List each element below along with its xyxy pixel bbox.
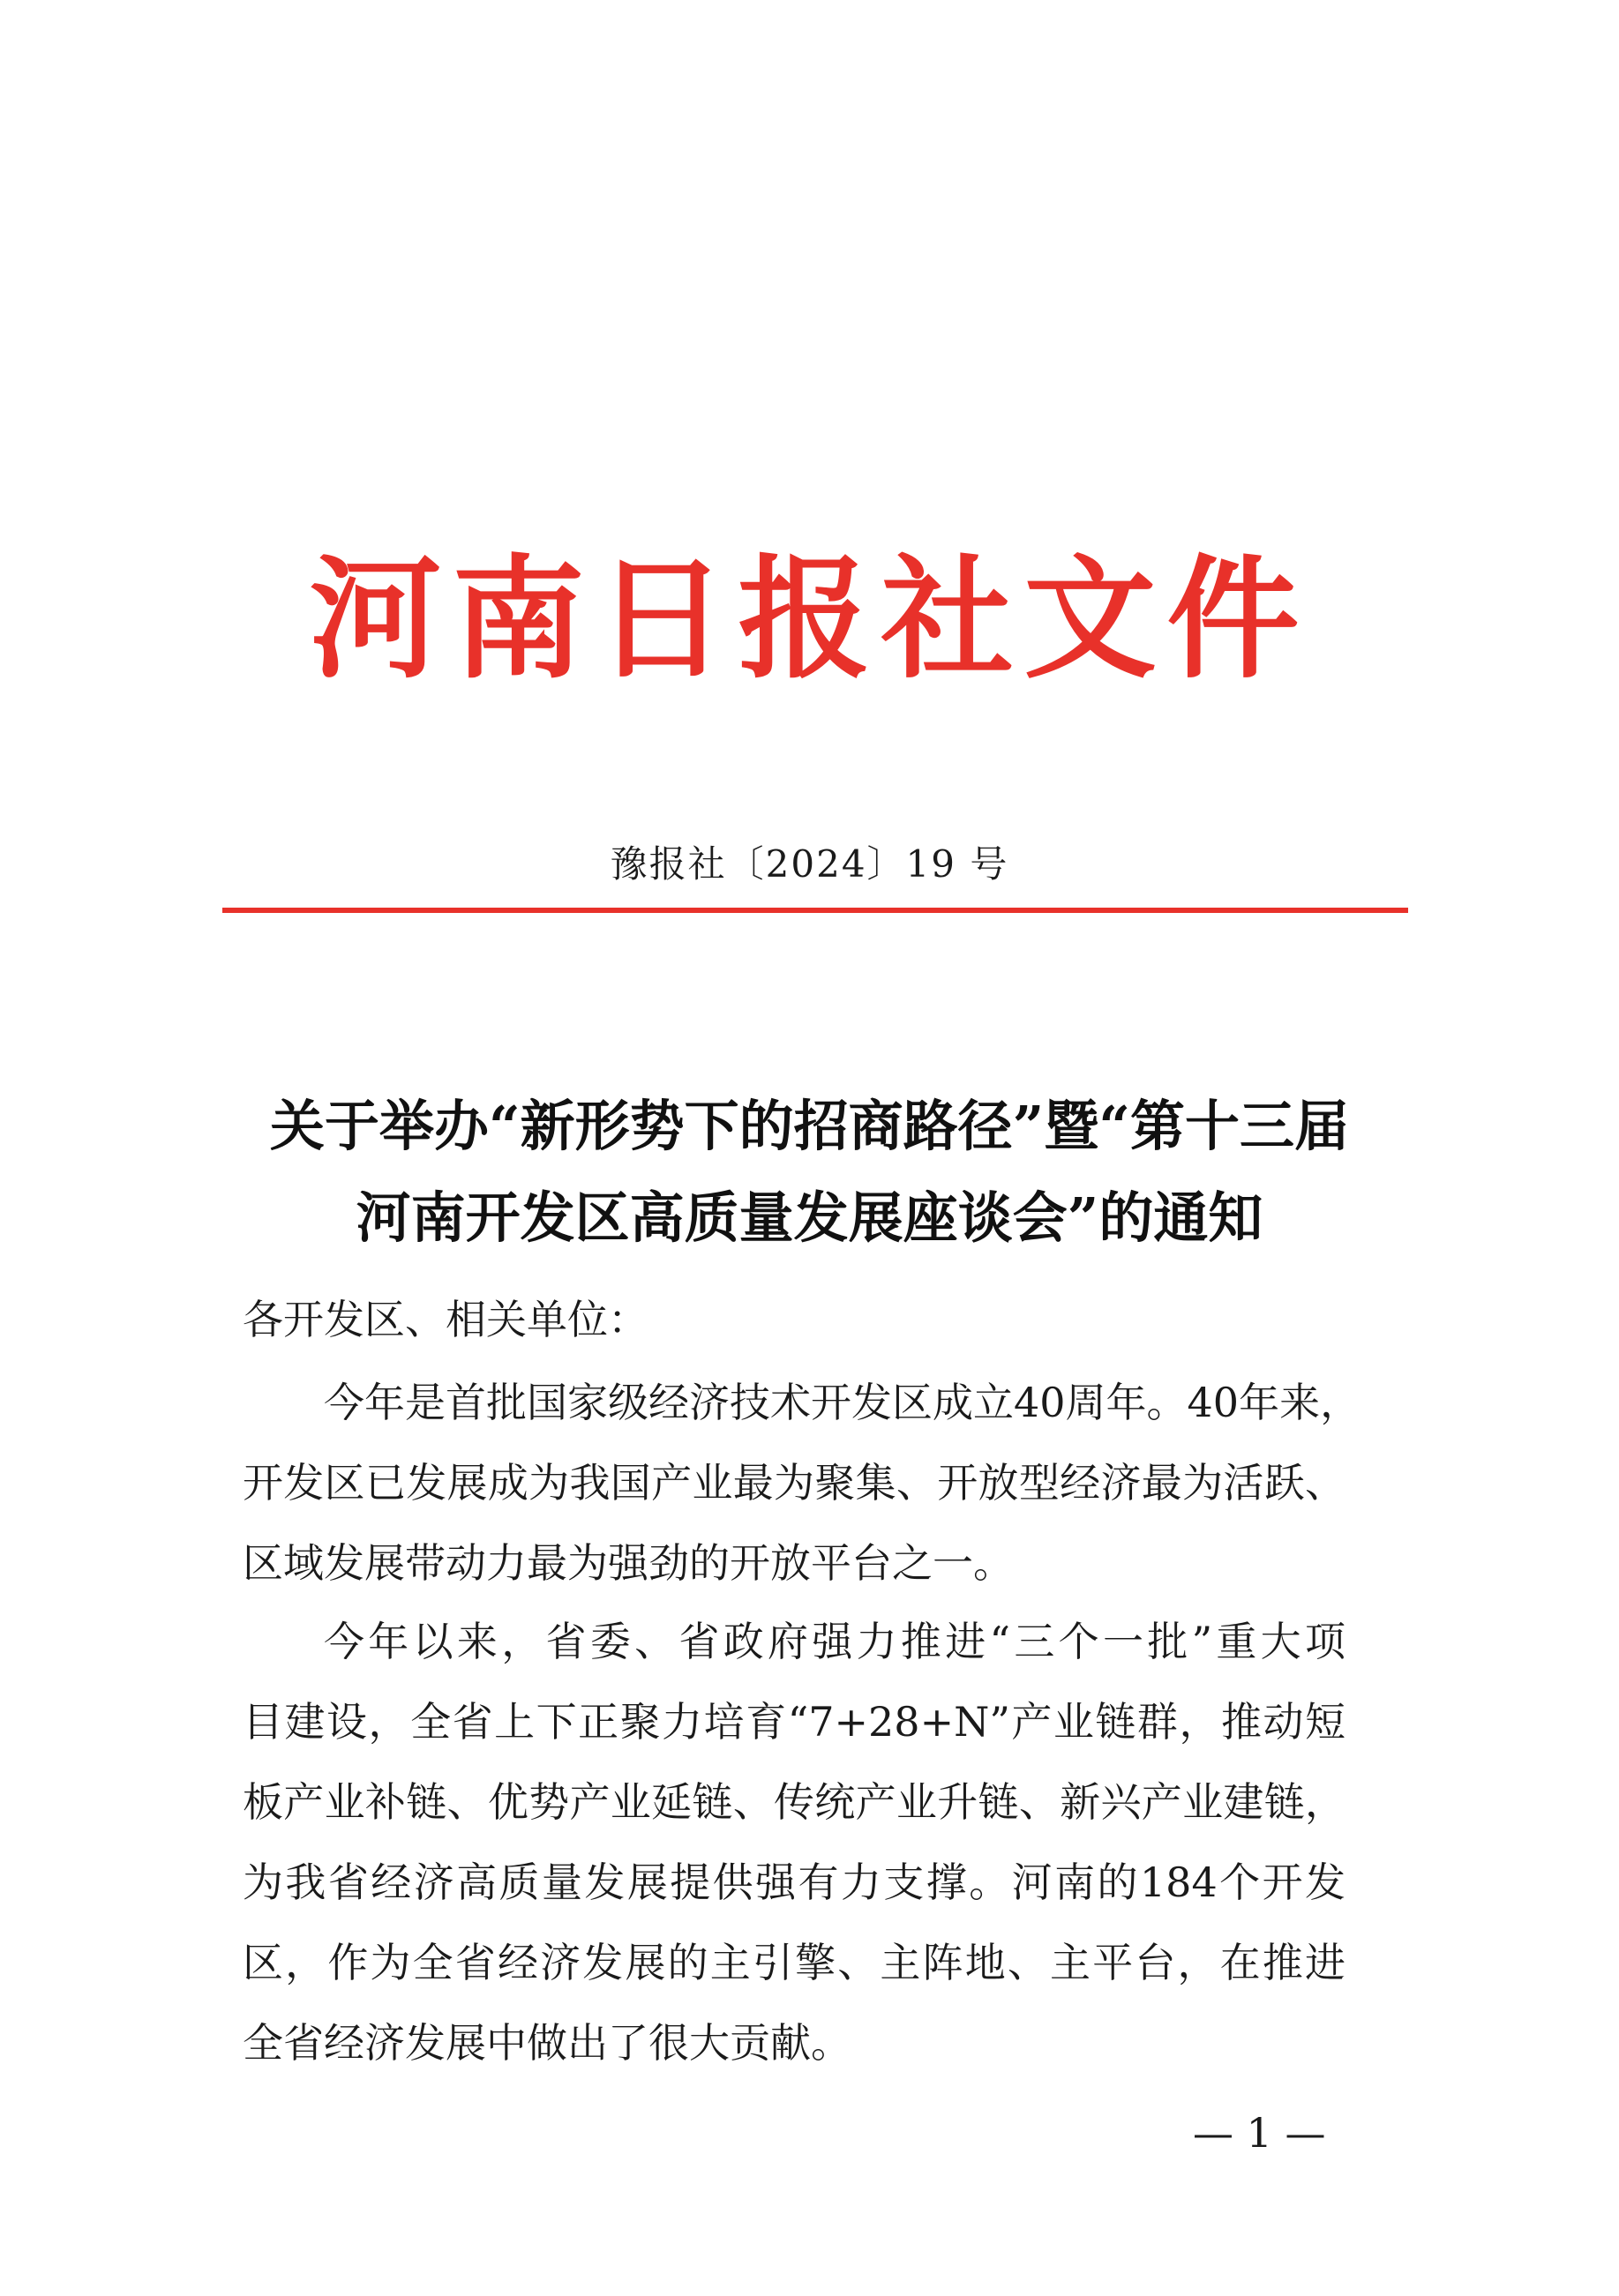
paragraph-1-line: 今年是首批国家级经济技术开发区成立40周年。40年来，: [324, 1379, 1361, 1426]
paragraph-2-line: 目建设，全省上下正聚力培育“7+28+N”产业链群，推动短: [243, 1698, 1345, 1746]
document-number: 豫报社〔2024〕19 号: [610, 842, 1009, 886]
issuing-organization-title: 河南日报社文件: [309, 542, 1310, 697]
page-number: — 1 —: [1193, 2109, 1326, 2157]
paragraph-2: [243, 1602, 1345, 2083]
paragraph-2-line: 今年以来，省委、省政府强力推进“三个一批”重大项: [324, 1618, 1345, 1665]
paragraph-1: [243, 1363, 1361, 1604]
red-divider-line: [222, 908, 1408, 913]
notice-title-line-1: 关于举办“新形势下的招商路径”暨“第十三届: [270, 1094, 1349, 1158]
paragraph-1-line: 开发区已发展成为我国产业最为聚集、开放型经济最为活跃、: [243, 1459, 1345, 1507]
salutation: 各开发区、相关单位：: [243, 1296, 648, 1343]
notice-title-line-2: 河南开发区高质量发展座谈会”的通知: [356, 1185, 1263, 1250]
paragraph-2-line: 全省经济发展中做出了很大贡献。: [243, 2019, 851, 2067]
notice-title: [0, 1081, 1619, 1264]
paragraph-2-line: 区，作为全省经济发展的主引擎、主阵地、主平台，在推进: [243, 1939, 1345, 1986]
paragraph-2-line: 板产业补链、优势产业延链、传统产业升链、新兴产业建链，: [243, 1778, 1345, 1826]
paragraph-2-line: 为我省经济高质量发展提供强有力支撑。河南的184个开发: [243, 1858, 1345, 1906]
paragraph-1-line: 区域发展带动力最为强劲的开放平台之一。: [243, 1539, 1014, 1587]
